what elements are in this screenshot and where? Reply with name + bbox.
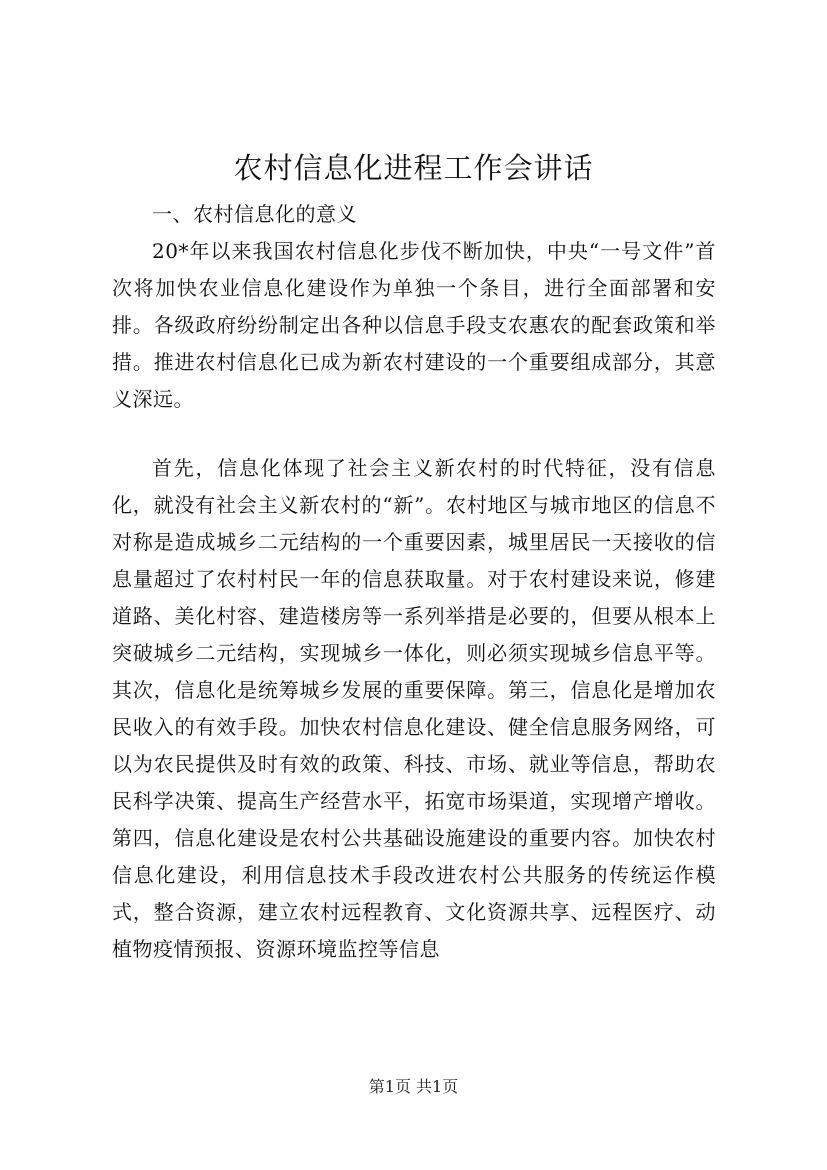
section-heading: 一、农村信息化的意义	[152, 202, 357, 226]
page-footer: 第1页 共1页	[368, 1077, 459, 1096]
document-title: 农村信息化进程工作会讲话	[233, 151, 594, 185]
paragraph-1: 20*年以来我国农村信息化步伐不断加快，中央“一号文件”首次将加快农业信息化建设作为单独一个条目，进行全面部署和安排。各级政府纷纷制定出各种以信息手段支农惠农的配套政策和举措。推进农村信息化已成为新农村建设的一个重要组成部分，其意义深远。	[112, 239, 716, 411]
paragraph-2: 首先，信息化体现了社会主义新农村的时代特征，没有信息化，就没有社会主义新农村的“新”。农村地区与城市地区的信息不对称是造成城乡二元结构的一个重要因素，城里居民一天接收的信息量超过了农村村民一年的信息获取量。对于农村建设来说，修建道路、美化村容、建造楼房等一系列举措是必要的，但要从根本上突破城乡二元结构，实现城乡一体化，则必须实现城乡信息平等。其次，信息化是统筹城乡发展的重要保障。第三，信息化是增加农民收入的有效手段。加快农村信息化建设、健全信息服务网络，可以为农民提供及时有效的政策、科技、市场、就业等信息，帮助农民科学决策、提高生产经营水平，拓宽市场渠道，实现增产增收。第四，信息化建设是农村公共基础设施建设的重要内容。加快农村信息化建设，利用信息技术手段改进农村公共服务的传统运作模式，整合资源，建立农村远程教育、文化资源共享、远程医疗、动植物疫情预报、资源环境监控等信息	[112, 456, 716, 961]
